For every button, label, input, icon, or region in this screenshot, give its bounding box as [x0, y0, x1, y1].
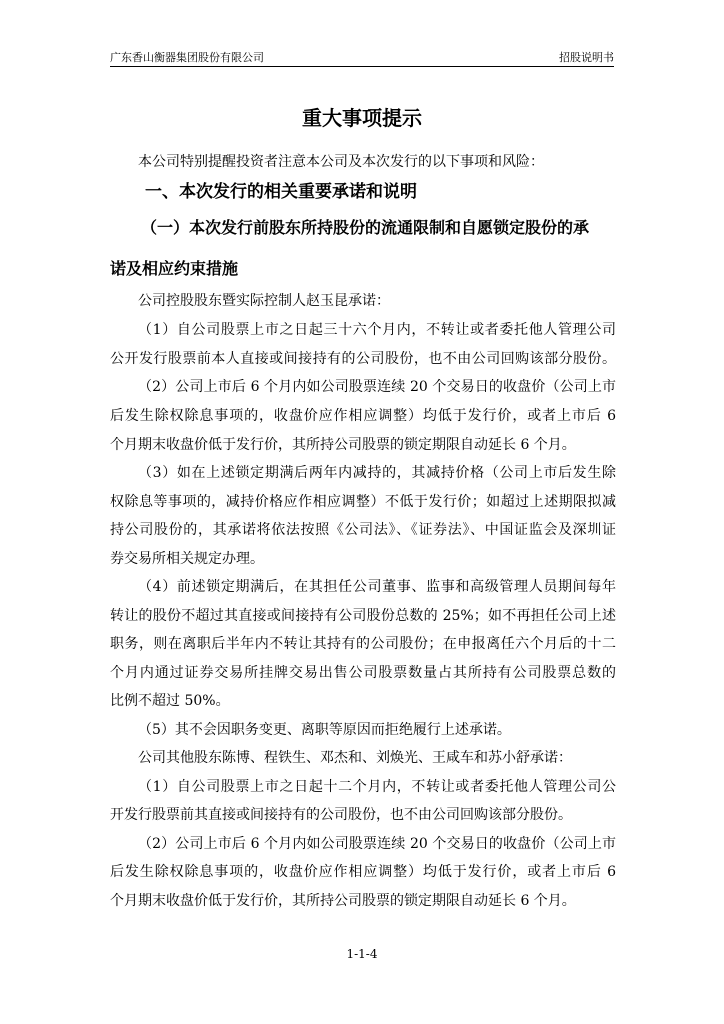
paragraph-line: 权除息等事项的，减持价格应作相应调整）不低于发行价；如超过上述期限拟减 [110, 494, 616, 510]
subsection-heading-line2: 诺及相应约束措施 [110, 259, 239, 278]
paragraph-line: （5）其不会因职务变更、离职等原因而拒绝履行上述承诺。 [138, 722, 511, 738]
page-number: 1-1-4 [346, 947, 378, 961]
paragraph-line: （4）前述锁定期满后，在其担任公司董事、监事和高级管理人员期间每年 [138, 579, 616, 595]
paragraph-line: （1）自公司股票上市之日起三十六个月内，不转让或者委托他人管理公司 [138, 322, 616, 338]
page-header [110, 50, 614, 67]
subsection-heading-line1: （一）本次发行前股东所持股份的流通限制和自愿锁定股份的承 [141, 218, 590, 237]
page-title: 重大事项提示 [302, 106, 422, 130]
paragraph-line: 持公司股份的，其承诺将依法按照《公司法》、《证券法》、中国证监会及深圳证 [110, 522, 616, 538]
paragraph-line: （2）公司上市后 6 个月内如公司股票连续 20 个交易日的收盘价（公司上市 [138, 379, 616, 395]
header-doc-type: 招股说明书 [559, 51, 614, 64]
paragraph-line: 公开发行股票前本人直接或间接持有的公司股份，也不由公司回购该部分股份。 [110, 351, 616, 367]
paragraph-line: （2）公司上市后 6 个月内如公司股票连续 20 个交易日的收盘价（公司上市 [138, 836, 616, 852]
header-company: 广东香山衡器集团股份有限公司 [110, 51, 264, 64]
paragraph-line: 职务，则在离职后半年内不转让其持有的公司股份；在申报离任六个月后的十二 [110, 636, 616, 652]
paragraph-line: 公司其他股东陈博、程铁生、邓杰和、刘焕光、王咸车和苏小舒承诺： [138, 750, 572, 766]
paragraph-line: 比例不超过 50%。 [110, 693, 230, 709]
paragraph-line: 开发行股票前其直接或间接持有的公司股份，也不由公司回购该部分股份。 [110, 807, 572, 823]
section-heading: 一、本次发行的相关重要承诺和说明 [145, 182, 417, 202]
paragraph-line: 个月期末收盘价低于发行价，其所持公司股票的锁定期限自动延长 6 个月。 [110, 893, 576, 909]
intro-paragraph: 本公司特别提醒投资者注意本公司及本次发行的以下事项和风险： [138, 154, 544, 170]
paragraph-line: （1）自公司股票上市之日起十二个月内，不转让或者委托他人管理公司公 [138, 779, 616, 795]
paragraph-line: 转让的股份不超过其直接或间接持有公司股份总数的 25%；如不再担任公司上述 [110, 608, 616, 624]
paragraph-line: 券交易所相关规定办理。 [110, 551, 264, 567]
paragraph-line: （3）如在上述锁定期满后两年内减持的，其减持价格（公司上市后发生除 [138, 465, 616, 481]
paragraph-line: 后发生除权除息事项的，收盘价应作相应调整）均低于发行价，或者上市后 6 [110, 864, 616, 880]
paragraph-line: 个月内通过证券交易所挂牌交易出售公司股票数量占其所持有公司股票总数的 [110, 665, 616, 681]
paragraph-line: 后发生除权除息事项的，收盘价应作相应调整）均低于发行价，或者上市后 6 [110, 408, 616, 424]
paragraph-line: 公司控股股东暨实际控制人赵玉昆承诺： [138, 293, 390, 309]
paragraph-line: 个月期末收盘价低于发行价，其所持公司股票的锁定期限自动延长 6 个月。 [110, 437, 576, 453]
